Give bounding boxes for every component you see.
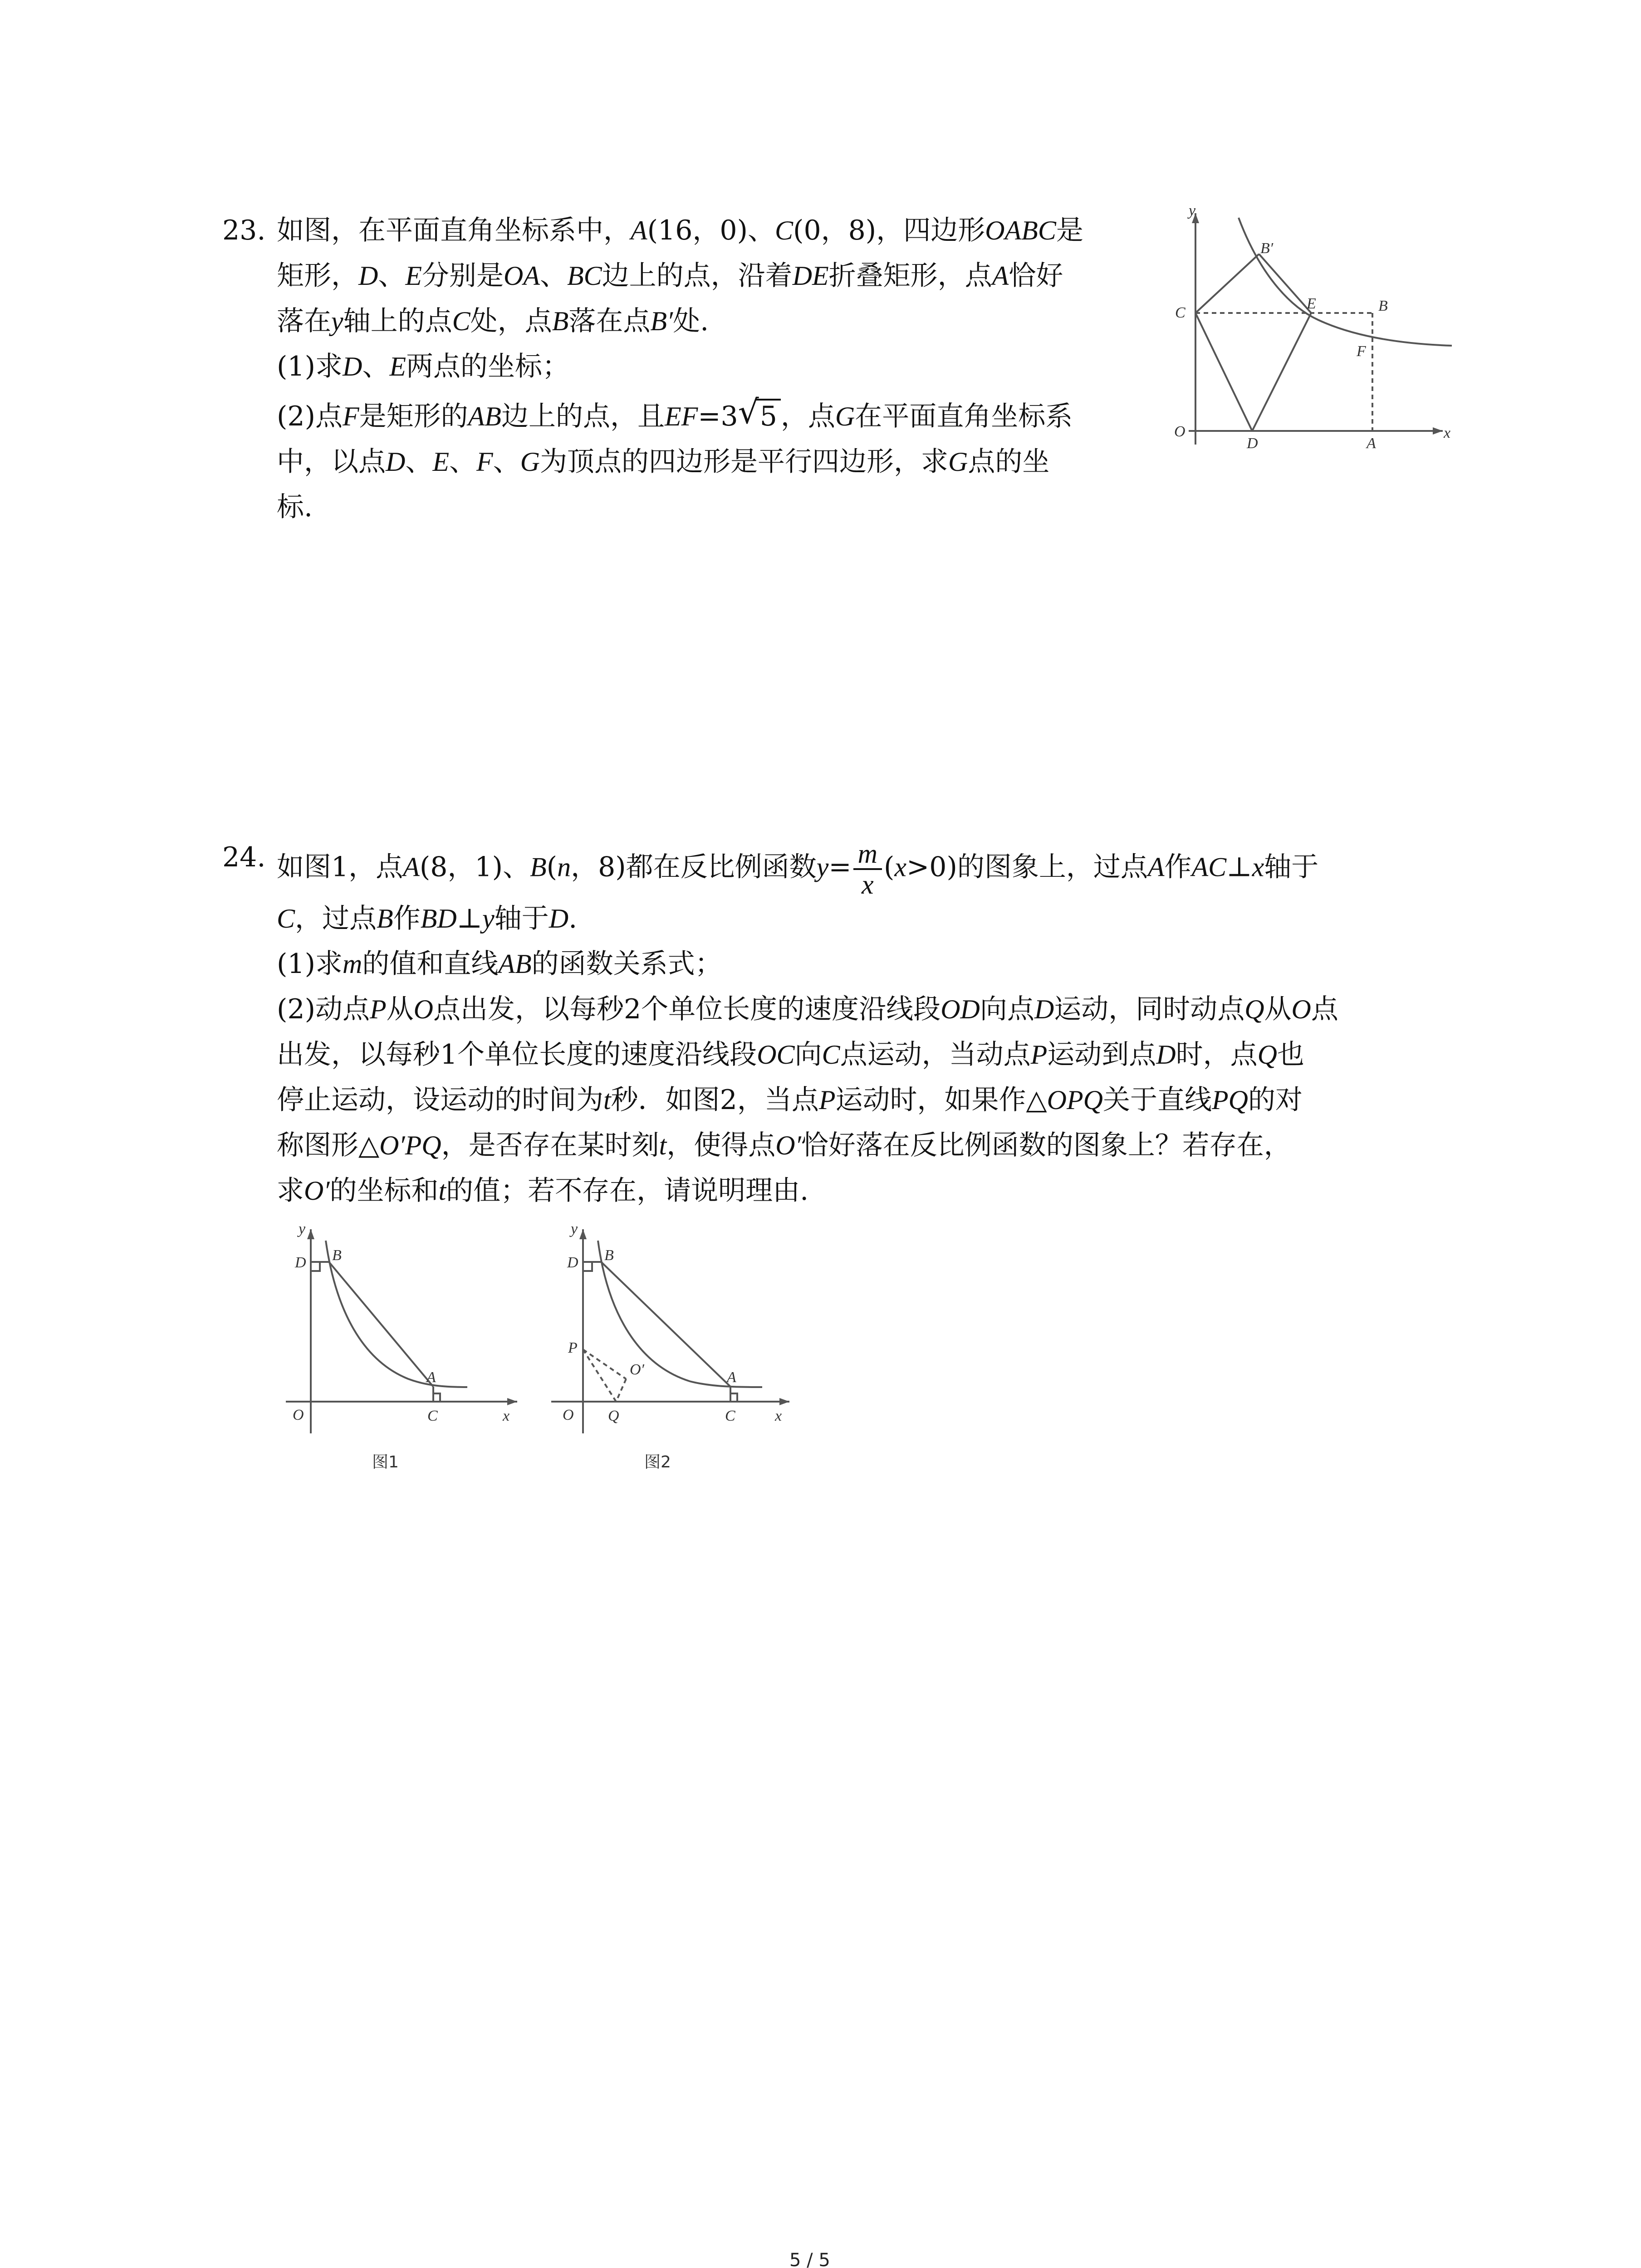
point-d-label: D [567, 1254, 578, 1271]
q24-line-2: C，过点B作BD⊥y轴于D. [277, 903, 578, 934]
figure-2-caption: 图2 [644, 1453, 671, 1471]
q24-line-7: 称图形△O′PQ，是否存在某时刻t，使得点O′恰好落在反比例函数的图象上？若存在， [277, 1129, 1291, 1161]
y-axis-label: y [299, 1221, 306, 1237]
point-d-label: D [295, 1254, 306, 1271]
page-number: 5 / 5 [789, 2250, 830, 2268]
point-c-label: C [725, 1408, 735, 1424]
point-o-label: O [563, 1407, 574, 1423]
q23-line-5: (2)点F是矩形的AB边上的点，且EF=3 √ 5 ，点G在平面直角坐标系 [277, 398, 1073, 435]
point-q-label: Q [608, 1408, 619, 1424]
q23-line-2: 矩形，D、E分别是OA、BC边上的点，沿着DE折叠矩形，点A恰好 [277, 260, 1063, 292]
point-b-label: B [604, 1247, 614, 1264]
point-a-label: A [727, 1369, 736, 1386]
point-e-label: E [1307, 295, 1316, 312]
q24-figure-1 [277, 1220, 531, 1488]
point-b-label: B [1378, 298, 1388, 314]
q24-figure-2 [549, 1220, 803, 1488]
question-number: 24. [222, 841, 266, 873]
point-a-label: A [426, 1369, 436, 1386]
point-f-label: F [1357, 343, 1366, 360]
q24-line-3: (1)求m的值和直线AB的函数关系式； [277, 948, 722, 980]
square-root: √ 5 [738, 398, 781, 435]
fraction-m-over-x: $\frac{m}{x}$ [853, 839, 882, 899]
q24-line-8: 求O′的坐标和t的值；若不存在，请说明理由. [277, 1175, 809, 1207]
point-a-label: A [1367, 435, 1376, 452]
q23-line-3: 落在y轴上的点C处，点B落在点B′处. [277, 305, 709, 337]
question-number: 23. [222, 215, 266, 246]
q24-line-5: 出发，以每秒1个单位长度的速度沿线段OC向C点运动，当动点P运动到点D时，点Q也 [277, 1039, 1304, 1070]
y-axis-label: y [571, 1221, 578, 1237]
point-o-prime-label: O′ [630, 1361, 644, 1378]
point-c-label: C [427, 1408, 438, 1424]
point-b-label: B [332, 1247, 342, 1264]
q23-line-1: 如图，在平面直角坐标系中，A(16，0)、C(0，8)，四边形OABC是 [277, 215, 1083, 246]
q23-line-6: 中，以点D、E、F、G为顶点的四边形是平行四边形，求G点的坐 [277, 446, 1050, 478]
q23-line-4: (1)求D、E两点的坐标； [277, 351, 569, 382]
x-axis-label: x [503, 1408, 510, 1424]
q24-line-4: (2)动点P从O点出发，以每秒2个单位长度的速度沿线段OD向点D运动，同时动点Q从O点 [277, 993, 1338, 1025]
q24-line-6: 停止运动，设运动的时间为t秒．如图2，当点P运动时，如果作△OPQ关于直线PQ的对 [277, 1084, 1303, 1116]
point-o-label: O [1174, 423, 1185, 440]
point-d-label: D [1247, 435, 1258, 452]
point-p-label: P [568, 1339, 578, 1356]
q24-line-1: 如图1，点A(8，1)、B(n，8)都在反比例函数y= $\frac{m}{x}$ (x>0)的图象上，过点A作AC⊥x轴于 [277, 839, 1319, 899]
x-axis-label: x [1444, 425, 1451, 441]
point-b-prime-label: B′ [1260, 240, 1274, 257]
point-c-label: C [1175, 304, 1185, 321]
q23-line-7: 标. [277, 491, 313, 523]
figure-1-caption: 图1 [372, 1453, 399, 1471]
q23-figure [1161, 200, 1461, 463]
x-axis-label: x [775, 1408, 782, 1424]
y-axis-label: y [1189, 202, 1196, 219]
point-o-label: O [293, 1407, 304, 1423]
